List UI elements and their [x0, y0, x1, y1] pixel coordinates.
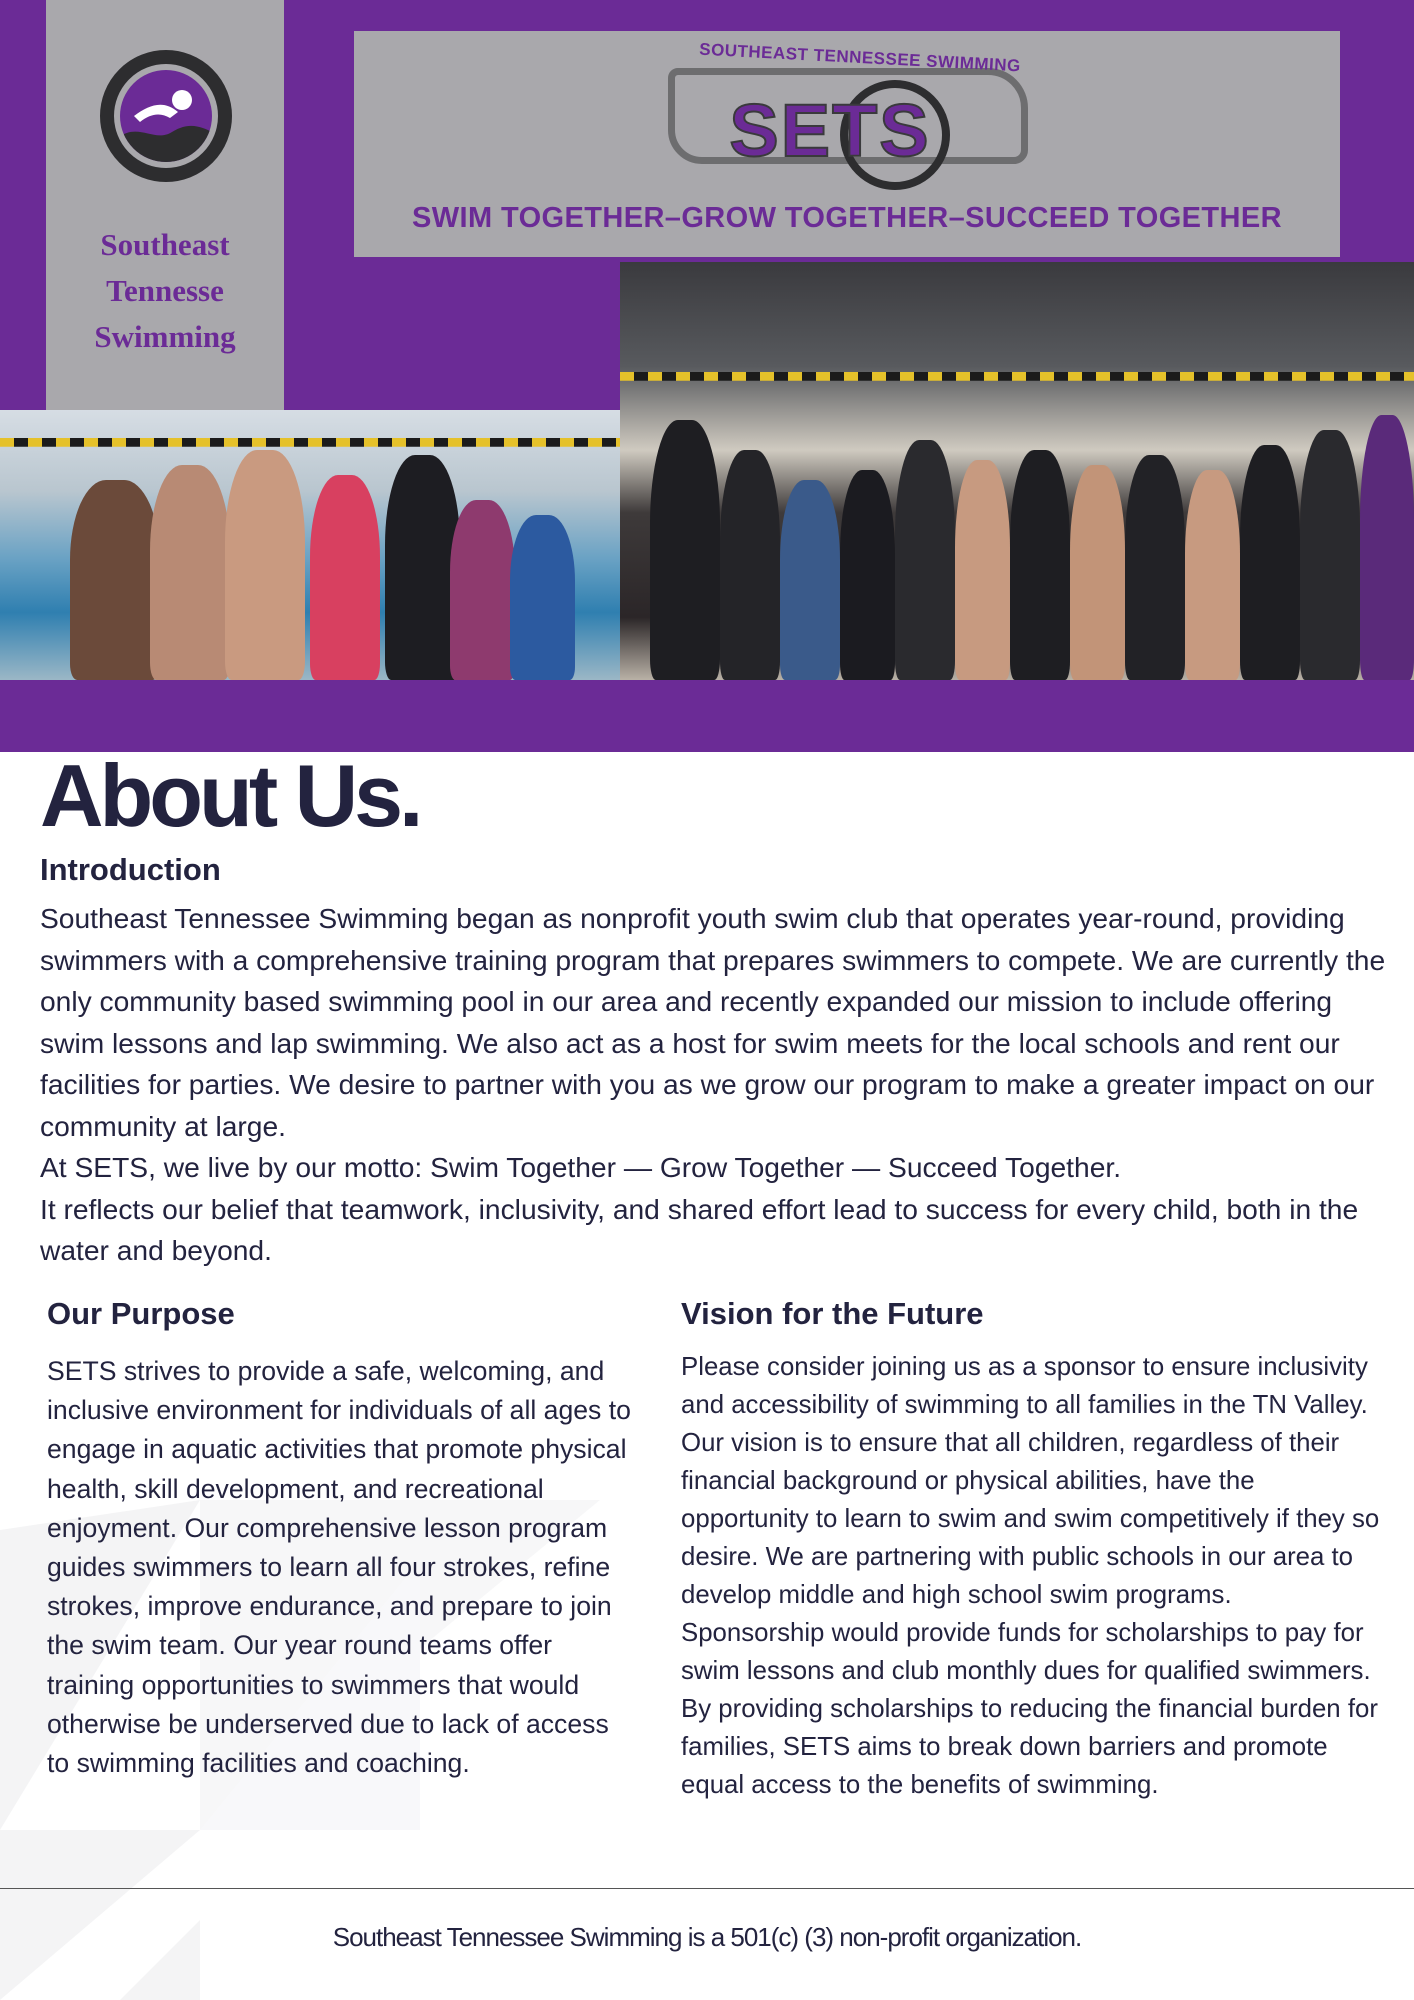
page-title: About Us.	[40, 746, 420, 845]
logo-caption-line-2: Tennesse	[106, 273, 224, 308]
pennant-string	[620, 372, 1414, 394]
pennant-string	[0, 438, 620, 460]
logo-caption-line-3: Swimming	[94, 319, 236, 354]
intro-paragraph-2: At SETS, we live by our motto: Swim Together — Grow Together — Succeed Together.	[40, 1151, 1122, 1183]
banner-wordmark: SETS	[729, 89, 931, 172]
intro-heading: Introduction	[40, 852, 221, 887]
purpose-heading: Our Purpose	[47, 1296, 235, 1331]
banner-arc-text: SOUTHEAST TENNESSEE SWIMMING	[698, 39, 1022, 76]
vision-heading: Vision for the Future	[681, 1296, 984, 1331]
purpose-body: SETS strives to provide a safe, welcoming, and inclusive environment for individuals of all ages to engage in aquatic activities that promote physical health, skill development, and recreational enjoyment. Our comprehensive lesson program guides swimmers to learn all four strokes, refine strokes, improve endurance, and prepare to join the swim team. Our year round teams offer training opportunities to swimmers that would otherwise be underserved due to lack of access to swimming facilities and coaching.	[47, 1356, 631, 1779]
intro-paragraph-1: Southeast Tennessee Swimming began as nonprofit youth swim club that operates year-round, providing swimmers with a comprehensive training program that prepares swimmers to compete. We are currently the only community based swimming pool in our area and recently expanded our mission to include offering swim lessons and lap swimming. We also act as a host for swim meets for the local schools and rent our facilities for parties. We desire to partner with you as we grow our program to make a greater impact on our community at large.	[40, 902, 1386, 1142]
intro-paragraph-3: It reflects our belief that teamwork, inclusivity, and shared effort lead to success for every child, both in the water and beyond.	[40, 1192, 1359, 1266]
logo-caption	[46, 222, 284, 360]
swimmer-logo-icon	[120, 70, 212, 162]
vision-body: Please consider joining us as a sponsor to ensure inclusivity and accessibility of swimming to all families in the TN Valley. Our vision is to ensure that all children, regardless of their financial background or physical abilities, have the opportunity to learn to swim and swim competitively if they so desire. We are partnering with public schools in our area to develop middle and high school swim programs. Sponsorship would provide funds for scholarships to pay for swim lessons and club monthly dues for qualified swimmers. By providing scholarships to reducing the financial burden for families, SETS aims to break down barriers and promote equal access to the benefits of swimming.	[681, 1353, 1380, 1799]
logo-caption-line-1: Southeast	[100, 227, 230, 262]
intro-body	[40, 898, 1390, 1272]
footer-note: Southeast Tennessee Swimming is a 501(c) (3) non-profit organization.	[332, 1922, 1082, 1952]
footer-divider	[0, 1888, 1414, 1889]
outdoor-team-photo	[0, 410, 620, 680]
banner-motto: SWIM TOGETHER–GROW TOGETHER–SUCCEED TOGETHER	[412, 202, 1282, 234]
indoor-team-photo	[620, 262, 1414, 680]
